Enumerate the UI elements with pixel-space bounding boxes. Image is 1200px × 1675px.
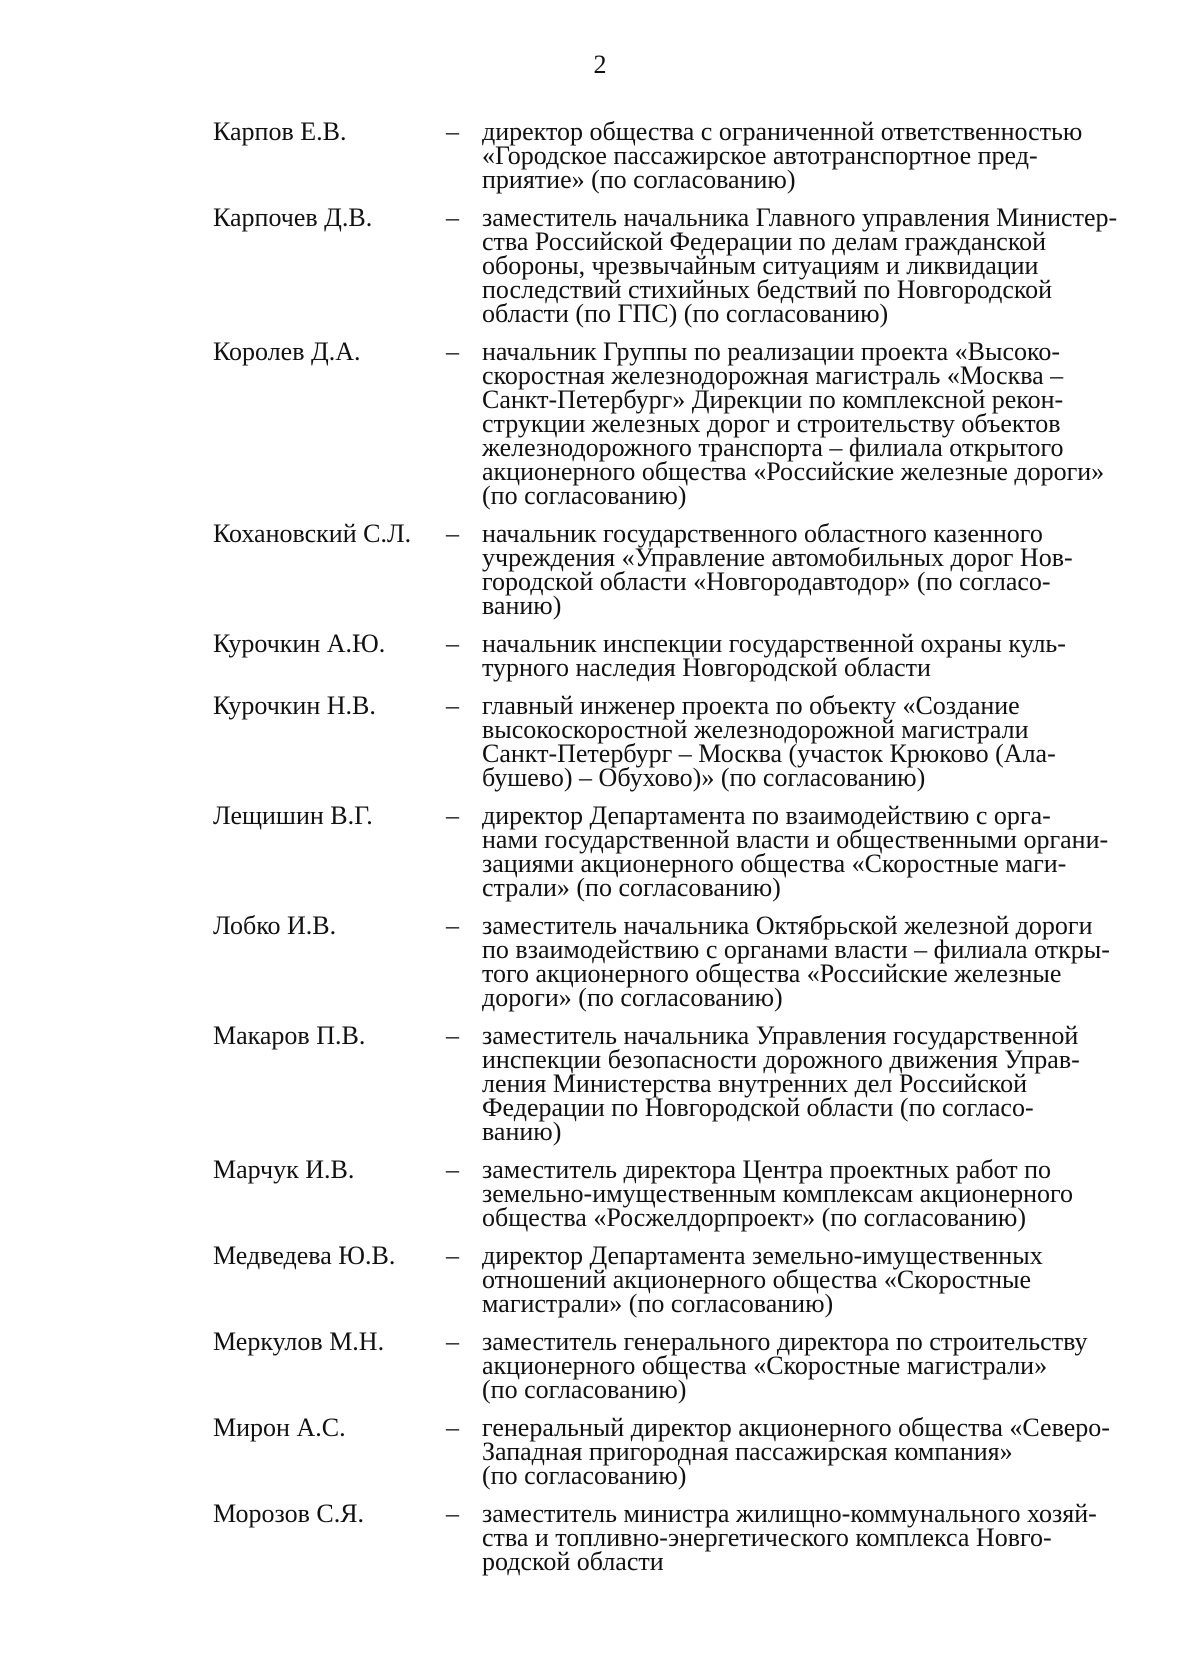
position-line: железнодорожного транспорта – филиала открытого — [482, 433, 1064, 462]
entry-dash: – — [446, 801, 459, 830]
position-line: учреждения «Управление автомобильных дорог Нов- — [482, 543, 1073, 572]
entry-dash: – — [446, 1327, 459, 1356]
position-line: директор Департамента земельно-имущественных — [482, 1241, 1043, 1270]
position-line: заместитель начальника Октябрьской железной дороги — [482, 911, 1093, 940]
position-line: струкции железных дорог и строительству объектов — [482, 409, 1061, 438]
position-line: зациями акционерного общества «Скоростные маги- — [482, 849, 1067, 878]
position-line: ства и топливно-энергетического комплекса Новго- — [482, 1523, 1052, 1552]
entry-dash: – — [446, 1155, 459, 1184]
member-position — [482, 1413, 1133, 1490]
roster-entry — [213, 1021, 1133, 1146]
position-line: начальник государственного областного казенного — [482, 519, 1043, 548]
position-line: скоростная железнодорожная магистраль «Москва – — [482, 361, 1064, 390]
position-line: (по согласованию) — [482, 1461, 687, 1490]
position-line: главный инженер проекта по объекту «Создание — [482, 691, 1020, 720]
entry-dash: – — [446, 1241, 459, 1270]
position-line: нами государственной власти и общественными органи- — [482, 825, 1109, 854]
roster-entry — [213, 691, 1133, 792]
position-line: ления Министерства внутренних дел Российской — [482, 1069, 1028, 1098]
member-roster — [213, 117, 1133, 1588]
position-line: Федерации по Новгородской области (по согласо- — [482, 1093, 1034, 1122]
position-line: директор Департамента по взаимодействию с орга- — [482, 801, 1051, 830]
member-position — [482, 1021, 1133, 1146]
member-position — [482, 117, 1133, 194]
page-number: 2 — [593, 50, 607, 79]
position-line: заместитель начальника Управления государственной — [482, 1021, 1079, 1050]
member-position — [482, 1499, 1133, 1576]
member-name: Мирон А.С. — [213, 1413, 346, 1442]
member-position — [482, 801, 1133, 902]
entry-dash: – — [446, 1499, 459, 1528]
entry-dash: – — [446, 519, 459, 548]
position-line: родской области — [482, 1547, 664, 1576]
member-name: Курочкин А.Ю. — [213, 629, 386, 658]
entry-dash: – — [446, 203, 459, 232]
position-line: «Городское пассажирское автотранспортное пред- — [482, 141, 1038, 170]
position-line: Санкт-Петербург» Дирекции по комплексной рекон- — [482, 385, 1064, 414]
position-line: общества «Росжелдорпроект» (по согласованию) — [482, 1203, 1026, 1232]
member-position — [482, 203, 1133, 328]
roster-entry — [213, 1499, 1133, 1576]
member-position — [482, 1241, 1133, 1318]
member-name: Карпочев Д.В. — [213, 203, 373, 232]
member-name: Меркулов М.Н. — [213, 1327, 385, 1356]
member-position — [482, 337, 1133, 510]
roster-entry — [213, 1241, 1133, 1318]
member-position — [482, 1155, 1133, 1232]
roster-entry — [213, 1413, 1133, 1490]
position-line: Санкт-Петербург – Москва (участок Крюково (Ала- — [482, 739, 1056, 768]
position-line: заместитель директора Центра проектных работ по — [482, 1155, 1051, 1184]
member-name: Медведева Ю.В. — [213, 1241, 396, 1270]
position-line: генеральный директор акционерного общества «Северо- — [482, 1413, 1110, 1442]
entry-dash: – — [446, 337, 459, 366]
position-line: (по согласованию) — [482, 481, 687, 510]
member-position — [482, 691, 1133, 792]
position-line: заместитель генерального директора по строительству — [482, 1327, 1088, 1356]
position-line: заместитель начальника Главного управления Министер- — [482, 203, 1118, 232]
position-line: (по согласованию) — [482, 1375, 687, 1404]
position-line: обороны, чрезвычайным ситуациям и ликвидации — [482, 251, 1039, 280]
entry-dash: – — [446, 1021, 459, 1050]
entry-dash: – — [446, 629, 459, 658]
position-line: акционерного общества «Скоростные магистрали» — [482, 1351, 1048, 1380]
member-name: Карпов Е.В. — [213, 117, 347, 146]
position-line: ванию) — [482, 591, 562, 620]
roster-entry — [213, 203, 1133, 328]
entry-dash: – — [446, 691, 459, 720]
member-name: Лещишин В.Г. — [213, 801, 373, 830]
position-line: ванию) — [482, 1117, 562, 1146]
member-name: Морозов С.Я. — [213, 1499, 365, 1528]
member-position — [482, 1327, 1133, 1404]
roster-entry — [213, 519, 1133, 620]
position-line: начальник инспекции государственной охраны куль- — [482, 629, 1066, 658]
member-position — [482, 519, 1133, 620]
roster-entry — [213, 1327, 1133, 1404]
entry-dash: – — [446, 911, 459, 940]
position-line: страли» (по согласованию) — [482, 873, 781, 902]
position-line: Западная пригородная пассажирская компания» — [482, 1437, 1013, 1466]
position-line: городской области «Новгородавтодор» (по согласо- — [482, 567, 1051, 596]
position-line: заместитель министра жилищно-коммунального хозяй- — [482, 1499, 1097, 1528]
member-position — [482, 911, 1133, 1012]
position-line: приятие» (по согласованию) — [482, 165, 796, 194]
roster-entry — [213, 629, 1133, 682]
member-name: Макаров П.В. — [213, 1021, 366, 1050]
position-line: дороги» (по согласованию) — [482, 983, 783, 1012]
roster-entry — [213, 1155, 1133, 1232]
position-line: того акционерного общества «Российские железные — [482, 959, 1062, 988]
position-line: области (по ГПС) (по согласованию) — [482, 299, 889, 328]
position-line: директор общества с ограниченной ответственностью — [482, 117, 1083, 146]
entry-dash: – — [446, 1413, 459, 1442]
roster-entry — [213, 801, 1133, 902]
position-line: инспекции безопасности дорожного движения Управ- — [482, 1045, 1080, 1074]
position-line: магистрали» (по согласованию) — [482, 1289, 834, 1318]
entry-dash: – — [446, 117, 459, 146]
position-line: высокоскоростной железнодорожной магистрали — [482, 715, 1029, 744]
position-line: бушево) – Обухово)» (по согласованию) — [482, 763, 926, 792]
member-name: Королев Д.А. — [213, 337, 361, 366]
member-name: Кохановский С.Л. — [213, 519, 412, 548]
position-line: турного наследия Новгородской области — [482, 653, 931, 682]
roster-entry — [213, 337, 1133, 510]
roster-entry — [213, 911, 1133, 1012]
position-line: последствий стихийных бедствий по Новгородской — [482, 275, 1053, 304]
member-name: Курочкин Н.В. — [213, 691, 376, 720]
position-line: ства Российской Федерации по делам гражданской — [482, 227, 1047, 256]
position-line: земельно-имущественным комплексам акционерного — [482, 1179, 1074, 1208]
position-line: начальник Группы по реализации проекта «Высоко- — [482, 337, 1060, 366]
member-position — [482, 629, 1133, 682]
position-line: акционерного общества «Российские железные дороги» — [482, 457, 1105, 486]
roster-entry — [213, 117, 1133, 194]
member-name: Лобко И.В. — [213, 911, 337, 940]
position-line: отношений акционерного общества «Скоростные — [482, 1265, 1032, 1294]
position-line: по взаимодействию с органами власти – филиала откры- — [482, 935, 1110, 964]
member-name: Марчук И.В. — [213, 1155, 355, 1184]
